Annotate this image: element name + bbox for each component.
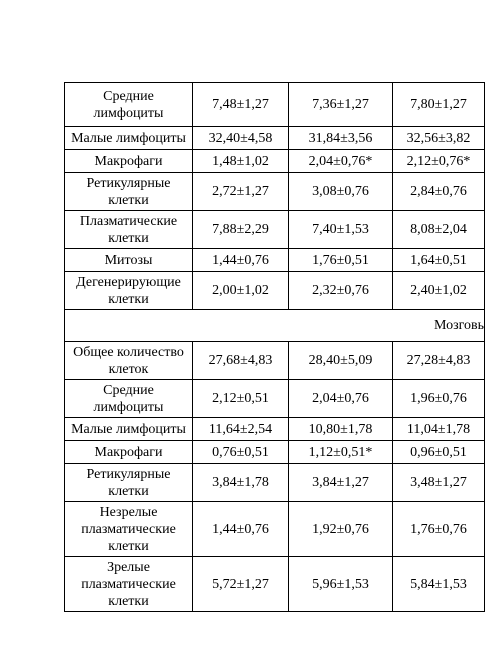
data-table-container [64,82,484,612]
value-cell: 1,64±0,51 [393,249,485,272]
row-label: Малые лимфоциты [65,418,193,441]
row-label: Макрофаги [65,441,193,464]
value-cell: 2,04±0,76 [289,380,393,418]
value-cell: 2,72±1,27 [193,173,289,211]
table-row [65,211,485,249]
table-row [65,150,485,173]
row-label: Ретикулярные клетки [65,173,193,211]
value-cell: 7,48±1,27 [193,83,289,127]
value-cell: 8,08±2,04 [393,211,485,249]
value-cell: 0,96±0,51 [393,441,485,464]
value-cell: 2,04±0,76* [289,150,393,173]
value-cell: 5,84±1,53 [393,557,485,612]
table-row [65,249,485,272]
table-row [65,127,485,150]
value-cell: 32,40±4,58 [193,127,289,150]
row-label: Плазматические клетки [65,211,193,249]
table-row [65,342,485,380]
value-cell: 11,04±1,78 [393,418,485,441]
section-row [65,310,485,342]
row-label: Макрофаги [65,150,193,173]
value-cell: 0,76±0,51 [193,441,289,464]
value-cell: 1,12±0,51* [289,441,393,464]
value-cell: 7,88±2,29 [193,211,289,249]
value-cell: 7,36±1,27 [289,83,393,127]
table-row [65,464,485,502]
table-row [65,83,485,127]
value-cell: 11,64±2,54 [193,418,289,441]
value-cell: 5,72±1,27 [193,557,289,612]
value-cell: 2,40±1,02 [393,272,485,310]
row-label: Средние лимфоциты [65,380,193,418]
value-cell: 3,84±1,27 [289,464,393,502]
row-label: Средние лимфоциты [65,83,193,127]
value-cell: 2,32±0,76 [289,272,393,310]
table-row [65,502,485,557]
table-row [65,272,485,310]
table-row [65,173,485,211]
value-cell: 1,92±0,76 [289,502,393,557]
value-cell: 2,00±1,02 [193,272,289,310]
value-cell: 1,76±0,51 [289,249,393,272]
row-label: Дегенерирующие клетки [65,272,193,310]
value-cell: 3,84±1,78 [193,464,289,502]
table-row [65,418,485,441]
value-cell: 2,12±0,51 [193,380,289,418]
value-cell: 1,96±0,76 [393,380,485,418]
value-cell: 1,44±0,76 [193,502,289,557]
row-label: Митозы [65,249,193,272]
value-cell: 32,56±3,82 [393,127,485,150]
row-label: Зрелые плазматические клетки [65,557,193,612]
value-cell: 31,84±3,56 [289,127,393,150]
value-cell: 10,80±1,78 [289,418,393,441]
value-cell: 5,96±1,53 [289,557,393,612]
row-label: Незрелые плазматические клетки [65,502,193,557]
value-cell: 1,44±0,76 [193,249,289,272]
row-label: Общее количество клеток [65,342,193,380]
row-label: Ретикулярные клетки [65,464,193,502]
section-title: Мозговь [65,310,485,342]
value-cell: 1,76±0,76 [393,502,485,557]
value-cell: 1,48±1,02 [193,150,289,173]
table-row [65,380,485,418]
value-cell: 7,40±1,53 [289,211,393,249]
value-cell: 2,12±0,76* [393,150,485,173]
value-cell: 27,68±4,83 [193,342,289,380]
value-cell: 2,84±0,76 [393,173,485,211]
value-cell: 3,08±0,76 [289,173,393,211]
value-cell: 27,28±4,83 [393,342,485,380]
value-cell: 3,48±1,27 [393,464,485,502]
table-row [65,557,485,612]
row-label: Малые лимфоциты [65,127,193,150]
value-cell: 7,80±1,27 [393,83,485,127]
cell-count-table [64,82,485,612]
value-cell: 28,40±5,09 [289,342,393,380]
table-row [65,441,485,464]
